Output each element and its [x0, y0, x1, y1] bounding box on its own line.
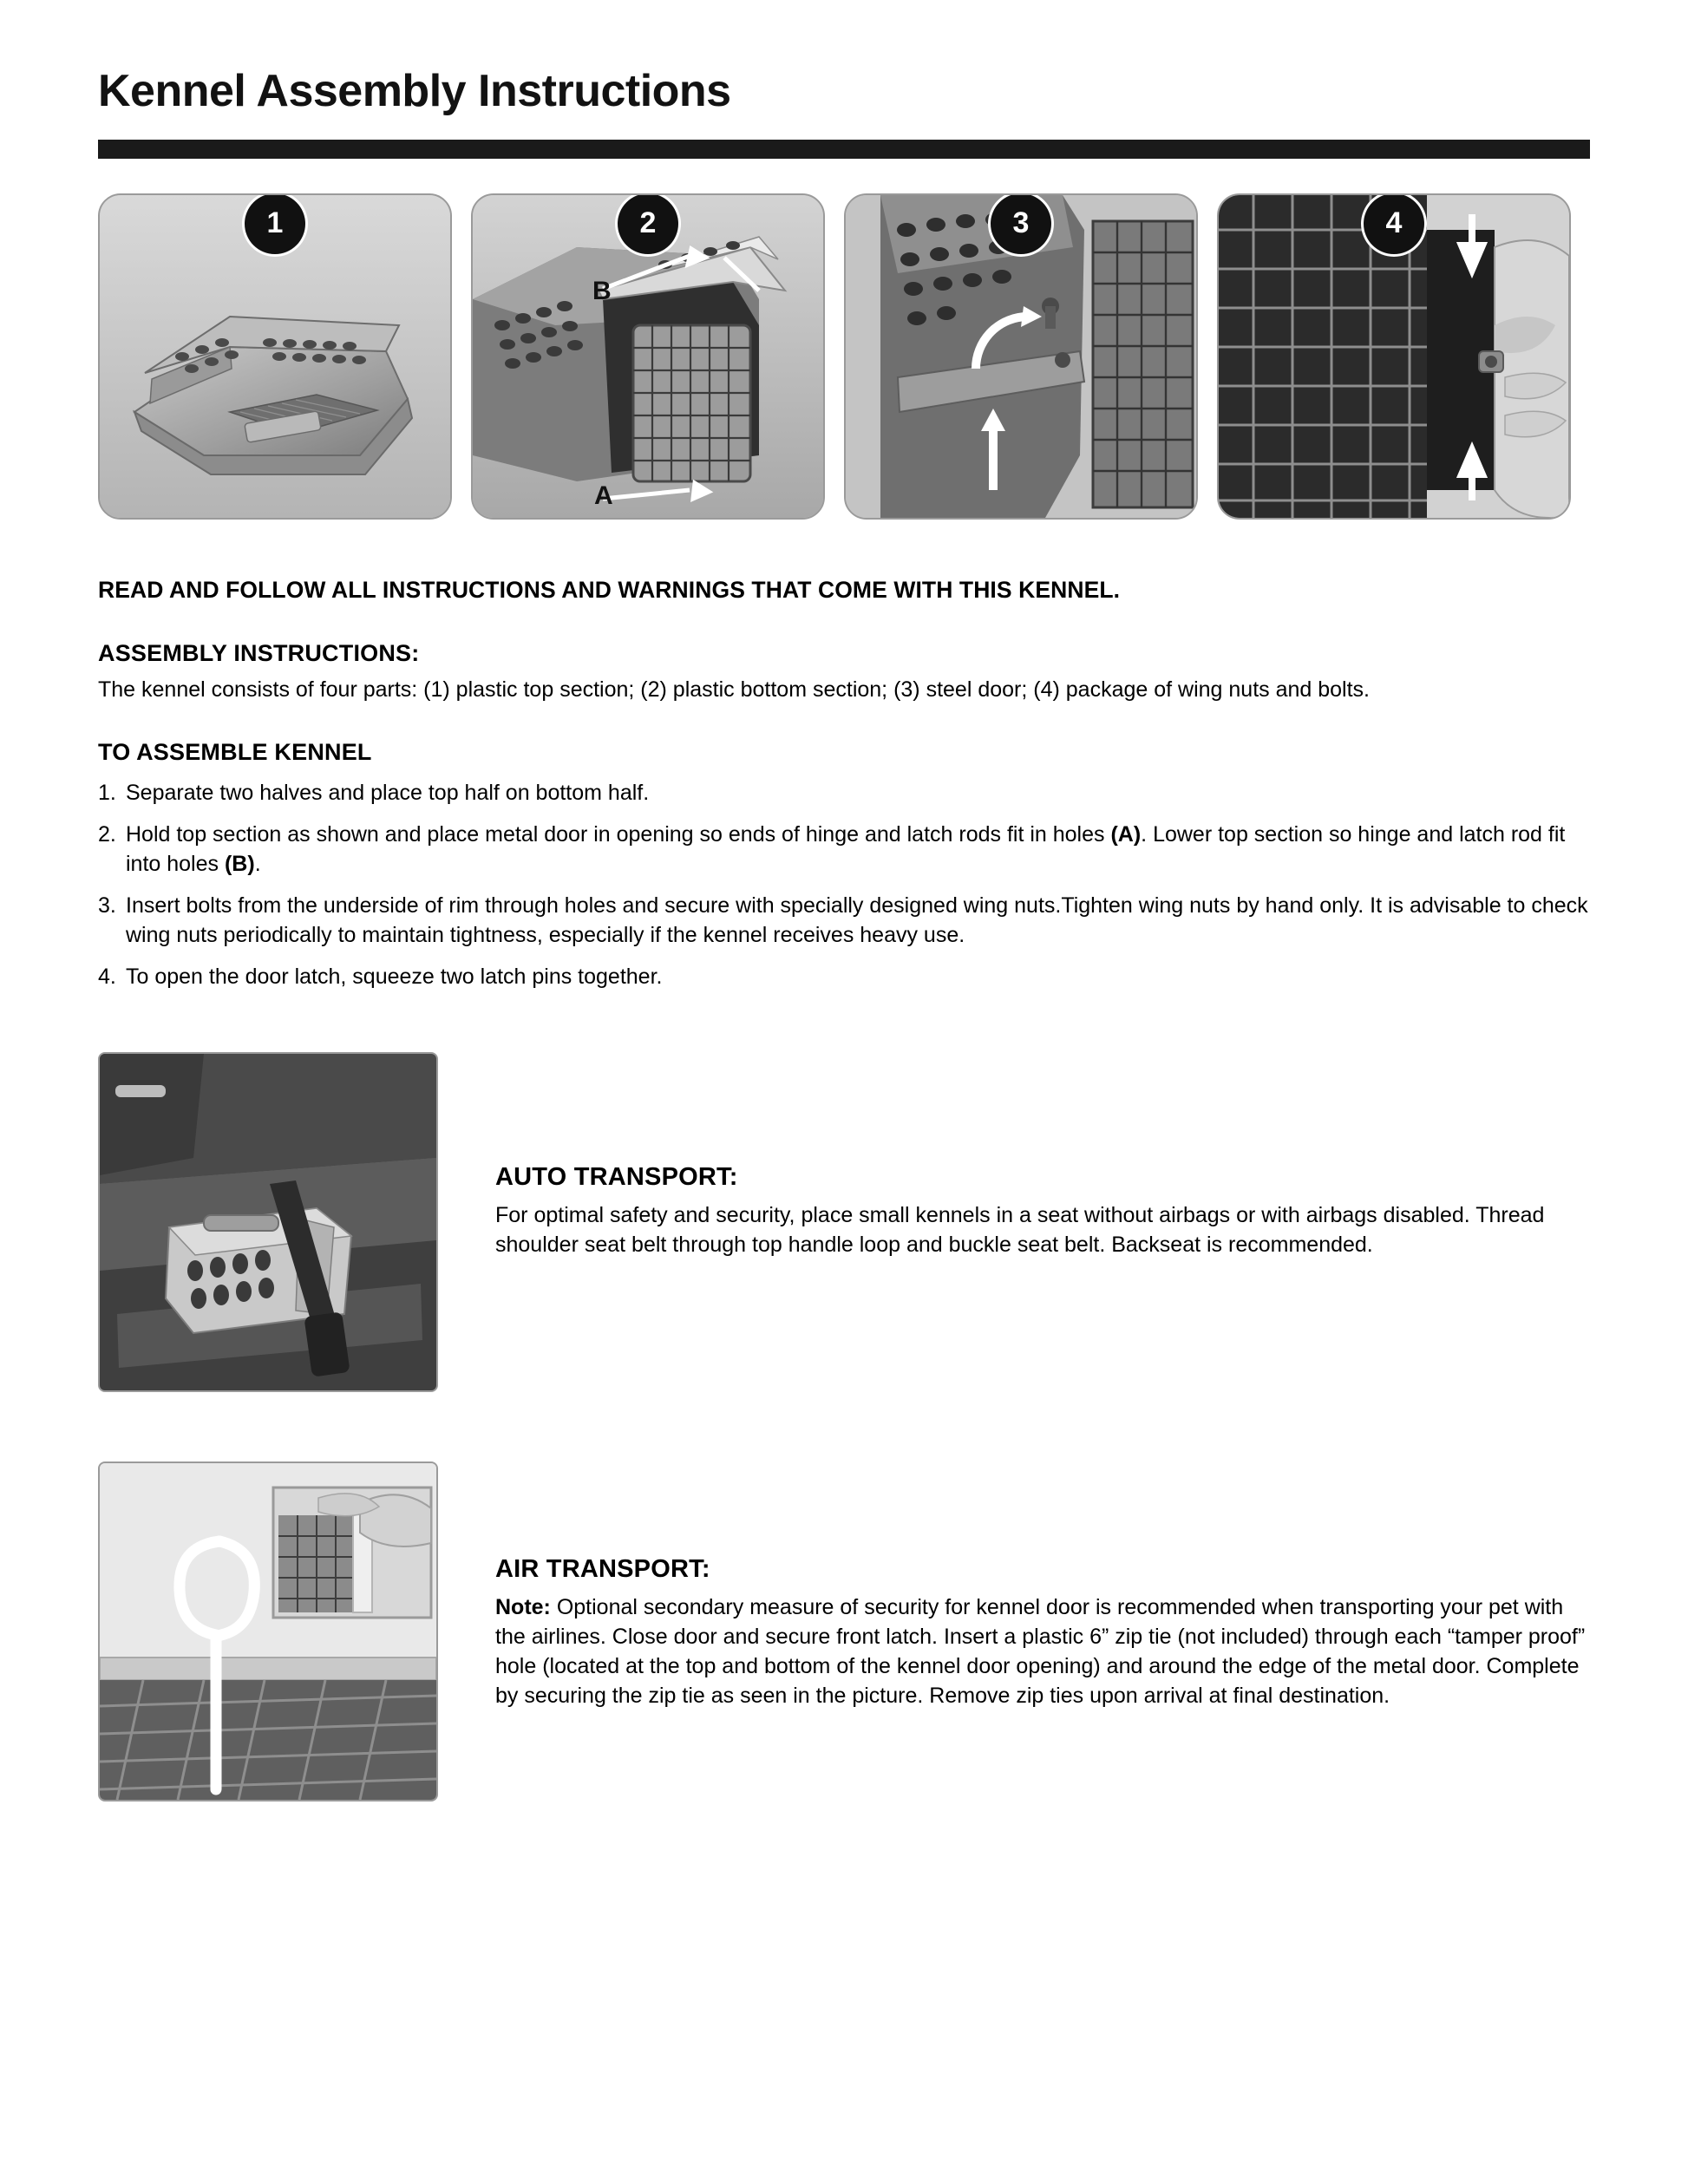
- auto-transport-heading: AUTO TRANSPORT:: [495, 1162, 738, 1191]
- step-badge-2: 2: [618, 193, 678, 254]
- step-text-part-3: .: [254, 851, 261, 876]
- title-divider: [98, 140, 1590, 159]
- step-number: 4.: [98, 964, 116, 989]
- read-warning-line: READ AND FOLLOW ALL INSTRUCTIONS AND WARNINGS THAT COME WITH THIS KENNEL.: [98, 576, 1121, 603]
- step-badge-4: 4: [1364, 193, 1424, 254]
- figure-step-4: [1217, 193, 1571, 520]
- page-content: [98, 0, 1590, 1801]
- step-number: 3.: [98, 893, 116, 918]
- step-text-part-2: . Lower top section so hinge and latch rod fit into holes: [126, 821, 1566, 876]
- step-badge-3: 3: [991, 193, 1051, 254]
- auto-transport-photo: [98, 1052, 438, 1392]
- note-label: Note:: [495, 1594, 551, 1619]
- list-item: [98, 778, 1590, 808]
- step-number: 1.: [98, 780, 116, 805]
- assembly-steps-list: [98, 778, 1590, 991]
- figure-step-1: [98, 193, 452, 520]
- figure-step-3: [844, 193, 1198, 520]
- step-text: Insert bolts from the underside of rim through holes and secure with specially designed wing nuts.Tighten wing nuts by hand only. It is advisable to check wing nuts periodically to maintain tightness, especially if the kennel receives heavy use.: [126, 893, 1588, 947]
- auto-transport-section: [98, 1052, 1590, 1392]
- figure-step-2: [471, 193, 825, 520]
- step-text-part-1: Hold top section as shown and place metal door in opening so ends of hinge and latch rods fit in holes: [126, 821, 1111, 847]
- step-text: Separate two halves and place top half on bottom half.: [126, 780, 650, 805]
- step-number: 2.: [98, 821, 116, 847]
- step-text: To open the door latch, squeeze two latch pins together.: [126, 964, 663, 989]
- assembly-instructions-heading: ASSEMBLY INSTRUCTIONS:: [98, 639, 420, 666]
- auto-transport-text: [495, 1052, 1590, 1259]
- auto-transport-body: For optimal safety and security, place small kennels in a seat without airbags or with airbags disabled. Thread shoulder seat belt through top handle loop and buckle seat belt. Backseat is recommended.: [495, 1202, 1545, 1257]
- assembly-figure-row: [98, 193, 1590, 520]
- air-transport-body: [495, 1592, 1590, 1710]
- list-item: [98, 891, 1590, 950]
- assembly-instructions-body: The kennel consists of four parts: (1) plastic top section; (2) plastic bottom section; (3) steel door; (4) package of wing nuts and bolts.: [98, 677, 1370, 702]
- list-item: [98, 820, 1590, 879]
- air-transport-photo: [98, 1461, 438, 1801]
- air-transport-text: [495, 1461, 1590, 1710]
- list-item: [98, 962, 1590, 991]
- hole-label-b: (B): [224, 851, 255, 876]
- air-transport-section: [98, 1461, 1590, 1801]
- air-transport-heading: AIR TRANSPORT:: [495, 1554, 710, 1583]
- to-assemble-heading: TO ASSEMBLE KENNEL: [98, 738, 372, 765]
- zip-tie-illustration: [100, 1463, 436, 1800]
- car-seat-kennel-illustration: [100, 1054, 436, 1390]
- svg-text:B: B: [592, 276, 612, 305]
- page-title: Kennel Assembly Instructions: [98, 66, 731, 116]
- air-transport-body-text: Optional secondary measure of security for kennel door is recommended when transporting your pet with the airlines. Close door and secure front latch. Insert a plastic 6” zip tie (not included) through each “tamper proof” hole (located at the top and bottom of the kennel door opening) and around the edge of the metal door. Complete by securing the zip tie as seen in the picture. Remove zip ties upon arrival at final destination.: [495, 1594, 1586, 1708]
- hole-label-a: (A): [1110, 821, 1142, 847]
- step-badge-1: 1: [245, 193, 305, 254]
- svg-text:A: A: [594, 481, 613, 510]
